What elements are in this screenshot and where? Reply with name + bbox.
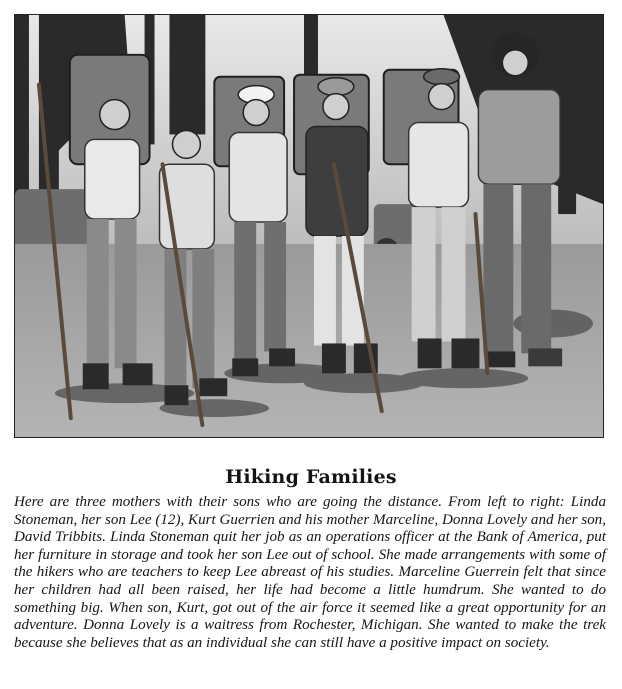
article-caption: Here are three mothers with their sons who are going the distance. From left to right: Linda Stoneman, her son Lee (12), Kurt Guerrien and his mother Marceline, Donna Lovely and her son, David Tribbits. Linda Stoneman quit her job as an operations officer at the Bank of America, put her furniture in storage and took her son Lee out of school. She made arrangements with some of the hikers who are teachers to keep Lee abreast of his studies. Marceline Guerrein felt that since her children had all been raised, her life had become a little humdrum. She wanted to do something big. When son, Kurt, got out of the air force it seemed like a great opportunity for an adventure. Donna Lovely is a waitress from Rochester, Michigan. She wanted to make the trek because she believes that as an individual she can still have a positive impact on society. bbox=[14, 494, 606, 651]
photo-illustration bbox=[15, 15, 603, 437]
article-title: Hiking Families bbox=[225, 466, 397, 488]
hikers-photo bbox=[14, 14, 604, 438]
